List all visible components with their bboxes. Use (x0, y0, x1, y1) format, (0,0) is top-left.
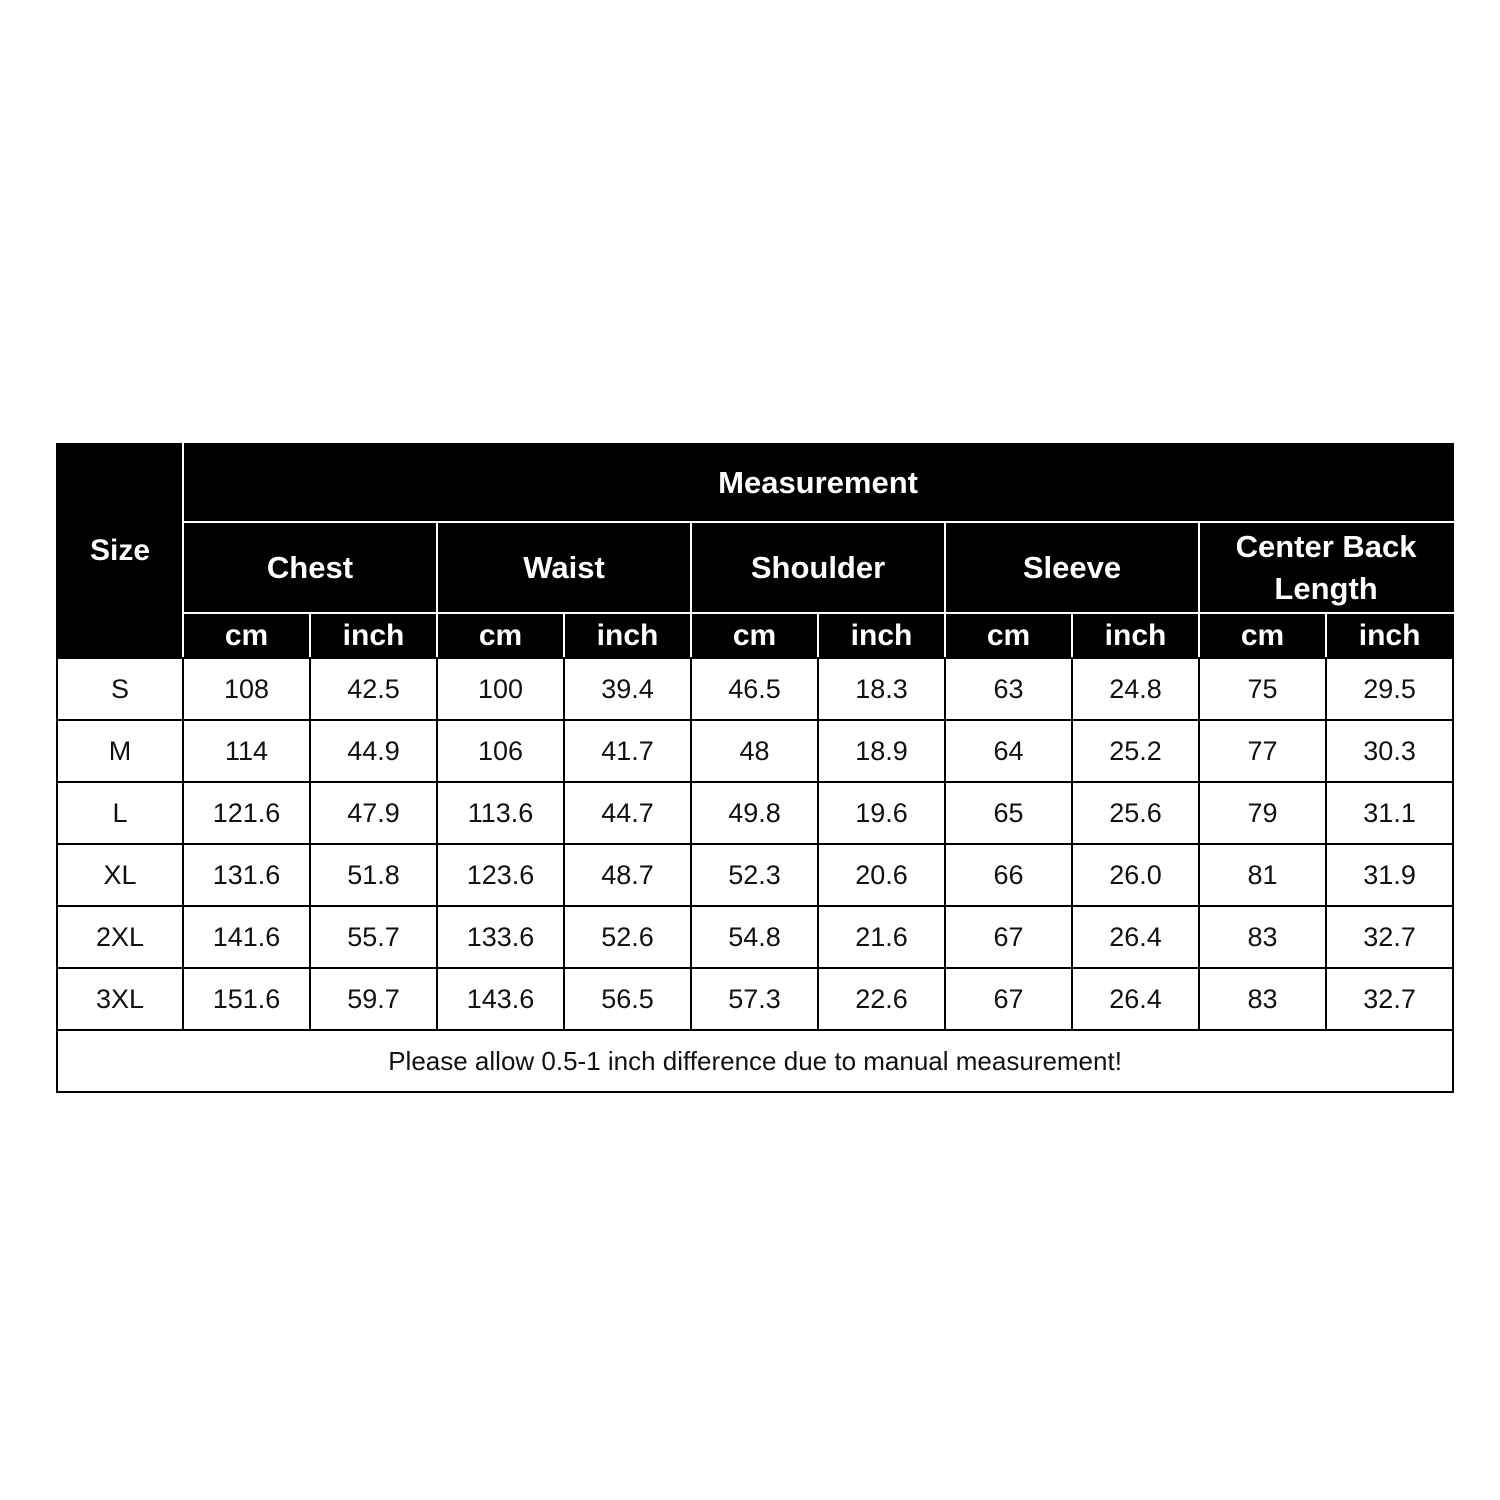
value-cell: 46.5 (691, 658, 818, 720)
value-cell: 49.8 (691, 782, 818, 844)
value-cell: 59.7 (310, 968, 437, 1030)
value-cell: 29.5 (1326, 658, 1453, 720)
value-cell: 65 (945, 782, 1072, 844)
unit-header: cm (183, 613, 310, 658)
value-cell: 32.7 (1326, 906, 1453, 968)
value-cell: 20.6 (818, 844, 945, 906)
footnote-row (57, 1030, 1453, 1092)
size-cell: M (57, 720, 183, 782)
value-cell: 31.9 (1326, 844, 1453, 906)
value-cell: 39.4 (564, 658, 691, 720)
table-row (57, 968, 1453, 1030)
value-cell: 77 (1199, 720, 1326, 782)
unit-header: cm (691, 613, 818, 658)
value-cell: 121.6 (183, 782, 310, 844)
value-cell: 26.0 (1072, 844, 1199, 906)
table-row (57, 658, 1453, 720)
size-cell: 3XL (57, 968, 183, 1030)
table-row (57, 720, 1453, 782)
value-cell: 83 (1199, 968, 1326, 1030)
value-cell: 123.6 (437, 844, 564, 906)
group-header-chest: Chest (183, 522, 437, 613)
value-cell: 52.6 (564, 906, 691, 968)
value-cell: 151.6 (183, 968, 310, 1030)
group-header-shoulder: Shoulder (691, 522, 945, 613)
value-cell: 44.9 (310, 720, 437, 782)
unit-header: inch (564, 613, 691, 658)
value-cell: 113.6 (437, 782, 564, 844)
value-cell: 41.7 (564, 720, 691, 782)
value-cell: 63 (945, 658, 1072, 720)
value-cell: 66 (945, 844, 1072, 906)
size-cell: 2XL (57, 906, 183, 968)
value-cell: 47.9 (310, 782, 437, 844)
value-cell: 19.6 (818, 782, 945, 844)
size-cell: XL (57, 844, 183, 906)
size-chart-container (56, 443, 1454, 1093)
table-row (57, 782, 1453, 844)
unit-header: inch (818, 613, 945, 658)
unit-header: cm (1199, 613, 1326, 658)
size-chart-table (56, 443, 1454, 1093)
measurement-header: Measurement (183, 444, 1453, 522)
value-cell: 31.1 (1326, 782, 1453, 844)
value-cell: 54.8 (691, 906, 818, 968)
unit-header: inch (1326, 613, 1453, 658)
size-cell: S (57, 658, 183, 720)
value-cell: 48.7 (564, 844, 691, 906)
value-cell: 26.4 (1072, 968, 1199, 1030)
group-header-waist: Waist (437, 522, 691, 613)
unit-header: inch (1072, 613, 1199, 658)
value-cell: 24.8 (1072, 658, 1199, 720)
table-row (57, 906, 1453, 968)
value-cell: 44.7 (564, 782, 691, 844)
footnote-text: Please allow 0.5-1 inch difference due to manual measurement! (57, 1030, 1453, 1092)
value-cell: 32.7 (1326, 968, 1453, 1030)
group-header-sleeve: Sleeve (945, 522, 1199, 613)
value-cell: 67 (945, 906, 1072, 968)
unit-header: inch (310, 613, 437, 658)
value-cell: 133.6 (437, 906, 564, 968)
value-cell: 22.6 (818, 968, 945, 1030)
value-cell: 48 (691, 720, 818, 782)
value-cell: 51.8 (310, 844, 437, 906)
value-cell: 131.6 (183, 844, 310, 906)
value-cell: 42.5 (310, 658, 437, 720)
value-cell: 75 (1199, 658, 1326, 720)
value-cell: 114 (183, 720, 310, 782)
group-header-center-back-length: Center Back Length (1199, 522, 1453, 613)
value-cell: 143.6 (437, 968, 564, 1030)
value-cell: 21.6 (818, 906, 945, 968)
value-cell: 25.6 (1072, 782, 1199, 844)
value-cell: 26.4 (1072, 906, 1199, 968)
unit-header: cm (437, 613, 564, 658)
value-cell: 18.9 (818, 720, 945, 782)
table-row (57, 844, 1453, 906)
value-cell: 64 (945, 720, 1072, 782)
value-cell: 25.2 (1072, 720, 1199, 782)
header-row-groups (57, 522, 1453, 613)
value-cell: 55.7 (310, 906, 437, 968)
value-cell: 83 (1199, 906, 1326, 968)
value-cell: 81 (1199, 844, 1326, 906)
size-column-header: Size (57, 444, 183, 658)
value-cell: 18.3 (818, 658, 945, 720)
value-cell: 56.5 (564, 968, 691, 1030)
value-cell: 57.3 (691, 968, 818, 1030)
value-cell: 30.3 (1326, 720, 1453, 782)
value-cell: 106 (437, 720, 564, 782)
header-row-measurement (57, 444, 1453, 522)
value-cell: 108 (183, 658, 310, 720)
value-cell: 79 (1199, 782, 1326, 844)
value-cell: 100 (437, 658, 564, 720)
value-cell: 67 (945, 968, 1072, 1030)
unit-header: cm (945, 613, 1072, 658)
header-row-units (57, 613, 1453, 658)
value-cell: 52.3 (691, 844, 818, 906)
size-cell: L (57, 782, 183, 844)
value-cell: 141.6 (183, 906, 310, 968)
